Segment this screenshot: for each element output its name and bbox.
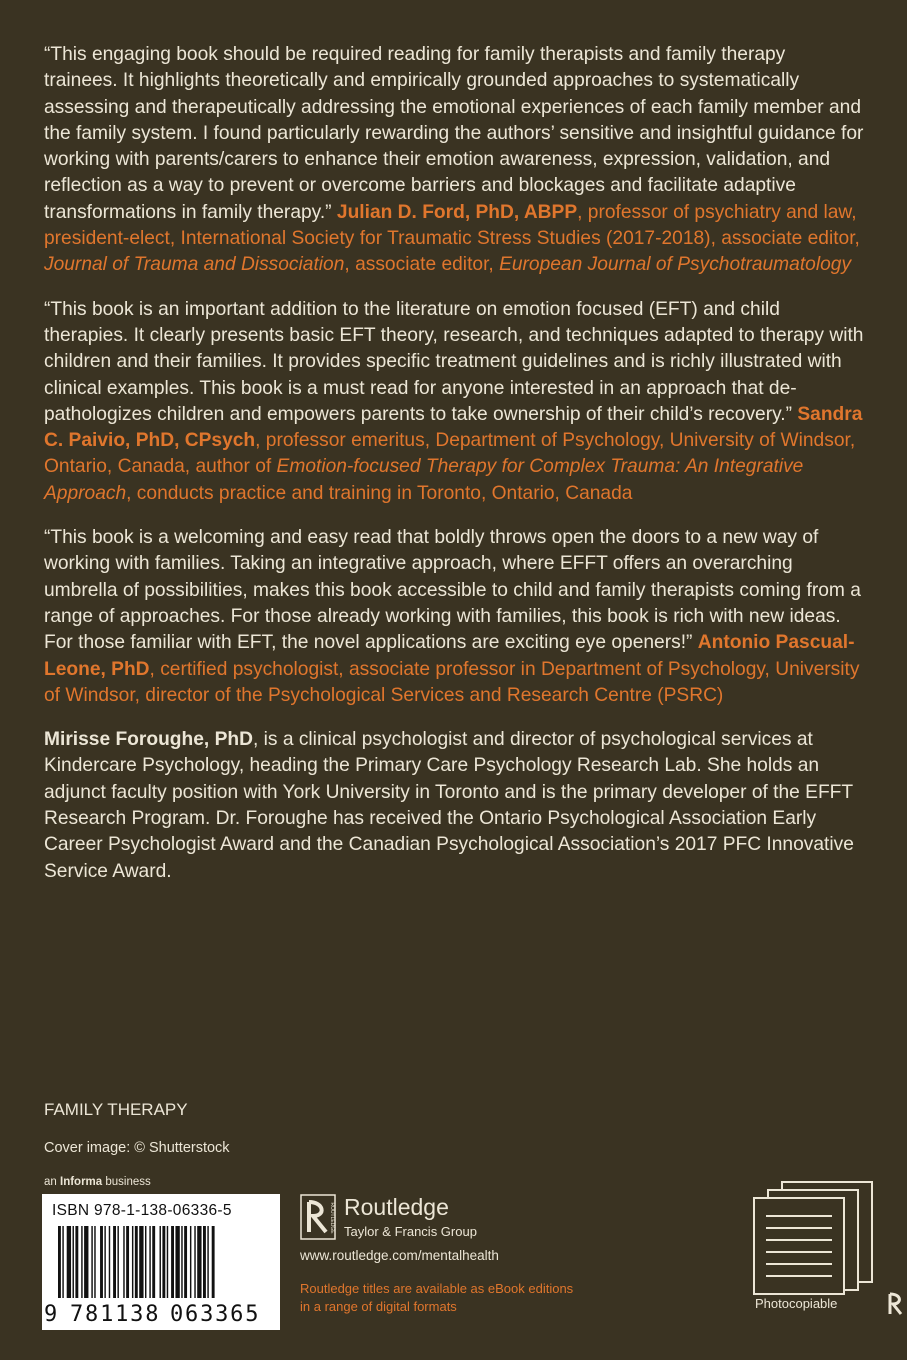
photocopiable-icon [752, 1180, 876, 1296]
author-bio: Mirisse Foroughe, PhD, is a clinical psychologist and director of psychological services at Kindercare Psychology, heading the Primary Care Psychology Research Lab. She holds an adjunct faculty position with York University in Toronto and is the primary developer of the EFFT Research Program. Dr. Foroughe has received the Ontario Psychological Association Early Career Psychologist Award and the Canadian Psychological Association’s 2017 PFC Innovative Service Award. [44, 729, 854, 882]
barcode-bar [175, 1226, 179, 1298]
barcode-bar [190, 1226, 191, 1298]
barcode-bar [126, 1226, 129, 1298]
barcode-bar [62, 1226, 63, 1298]
barcode-bar [100, 1226, 103, 1298]
photocopiable-label: Photocopiable [755, 1296, 838, 1311]
barcode-bar [75, 1226, 78, 1298]
back-cover-text [44, 42, 864, 885]
barcode-bar [67, 1226, 71, 1298]
barcode-bar [181, 1226, 182, 1298]
review-attribution: Julian D. Ford, PhD, ABPP, professor of psychiatry and law, president-elect, International Society for Traumatic Stress Studies (2017-2018), associate editor, Journal of Trauma and Dissociation, associate editor, European Journal of Psychotraumatology [44, 201, 860, 276]
barcode-bar [132, 1226, 133, 1298]
barcode-bar [162, 1226, 165, 1298]
cover-credit: Cover image: © Shutterstock [44, 1140, 230, 1156]
review-attribution: Sandra C. Paivio, PhD, CPsych, professor emeritus, Department of Psychology, University of Windsor, Ontario, Canada, author of Emotion-focused Therapy for Complex Trauma: An Integrative Approach, conducts practice and training in Toronto, Ontario, Canada [44, 403, 863, 504]
barcode-bar [94, 1226, 95, 1298]
ebook-note: Routledge titles are available as eBook editions in a range of digital formats [300, 1281, 574, 1314]
barcode-bar [194, 1226, 195, 1298]
barcode-bar [171, 1226, 174, 1298]
barcode-bar [160, 1226, 161, 1298]
svg-text:ROUTLEDGE: ROUTLEDGE [329, 1202, 335, 1234]
review-quote: “This engaging book should be required reading for family therapists and family therapy trainees. It highlights theoretically and empirically grounded approaches to systematically assessing and therapeutically addressing the emotional experiences of each family member and the family system. I found particularly rewarding the authors’ sensitive and insightful guidance for working with parents/carers to enhance their emotion awareness, expression, validation, and reflection as a way to prevent or overcome barriers and blockages and facilitate adaptive transformations in family therapy.” [44, 44, 864, 223]
review-ford [44, 42, 864, 279]
review-pascual-leone [44, 525, 864, 709]
publisher-name: Routledge [344, 1194, 449, 1220]
publisher-url[interactable]: www.routledge.com/mentalhealth [300, 1248, 499, 1263]
review-attribution: Antonio Pascual-Leone, PhD, certified psychologist, associate professor in Department of Psychology, University of Windsor, director of the Psychological Services and Research Centre (PSRC) [44, 632, 860, 706]
barcode-bar [58, 1226, 61, 1298]
author-name: Mirisse Foroughe, PhD [44, 729, 253, 751]
barcode-bar [207, 1226, 208, 1298]
barcode-bar [104, 1226, 105, 1298]
barcode-bars [58, 1226, 268, 1298]
barcode-bar [152, 1226, 155, 1298]
routledge-logo-icon [300, 1194, 336, 1240]
barcode-bar [212, 1226, 215, 1298]
subject-category: FAMILY THERAPY [44, 1100, 188, 1119]
isbn-barcode: ISBN 978-1-138-06336-5 9 781138 063365 [42, 1194, 280, 1330]
barcode-bar [139, 1226, 143, 1298]
isbn-label: ISBN 978-1-138-06336-5 [52, 1202, 232, 1219]
barcode-bar [145, 1226, 146, 1298]
informa-line: an Informa business [44, 1176, 151, 1188]
barcode-bar [109, 1226, 110, 1298]
barcode-bar [167, 1226, 168, 1298]
barcode-bar [149, 1226, 150, 1298]
barcode-bar [203, 1226, 206, 1298]
barcode-bar [73, 1226, 74, 1298]
routledge-spine-icon [884, 1290, 907, 1340]
reviewer-name: Antonio Pascual-Leone, PhD [44, 632, 855, 680]
barcode-bar [197, 1226, 201, 1298]
barcode-bar [81, 1226, 82, 1298]
barcode-bar [91, 1226, 92, 1298]
barcode-bar [123, 1226, 124, 1298]
reviewer-name: Julian D. Ford, PhD, ABPP [336, 201, 578, 223]
review-quote: “This book is an important addition to the literature on emotion focused (EFT) and child therapies. It clearly presents basic EFT theory, research, and techniques adapted to therapy with children and their families. It provides specific treatment guidelines and is richly illustrated with clinical examples. This book is a must read for anyone interested in an approach that de-pathologizes children and empowers parents to take ownership of their child’s recovery.” [44, 298, 864, 425]
reviewer-name: Sandra C. Paivio, PhD, CPsych [44, 403, 863, 452]
barcode-bar [117, 1226, 118, 1298]
barcode-bar [184, 1226, 187, 1298]
publisher-group: Taylor & Francis Group [344, 1224, 477, 1239]
barcode-bar [135, 1226, 138, 1298]
review-paivio [44, 297, 864, 507]
review-quote: “This book is a welcoming and easy read that boldly throws open the doors to a new way of working with families. Taking an integrative approach, where EFFT offers an overarching umbrella of possibilities, makes this book accessible to child and family therapists coming from a range of approaches. For those already working with families, this book is rich with new ideas. For those familiar with EFT, the novel applications are exciting eye openers!” [44, 527, 861, 654]
barcode-bar [84, 1226, 88, 1298]
barcode-bar [113, 1226, 116, 1298]
